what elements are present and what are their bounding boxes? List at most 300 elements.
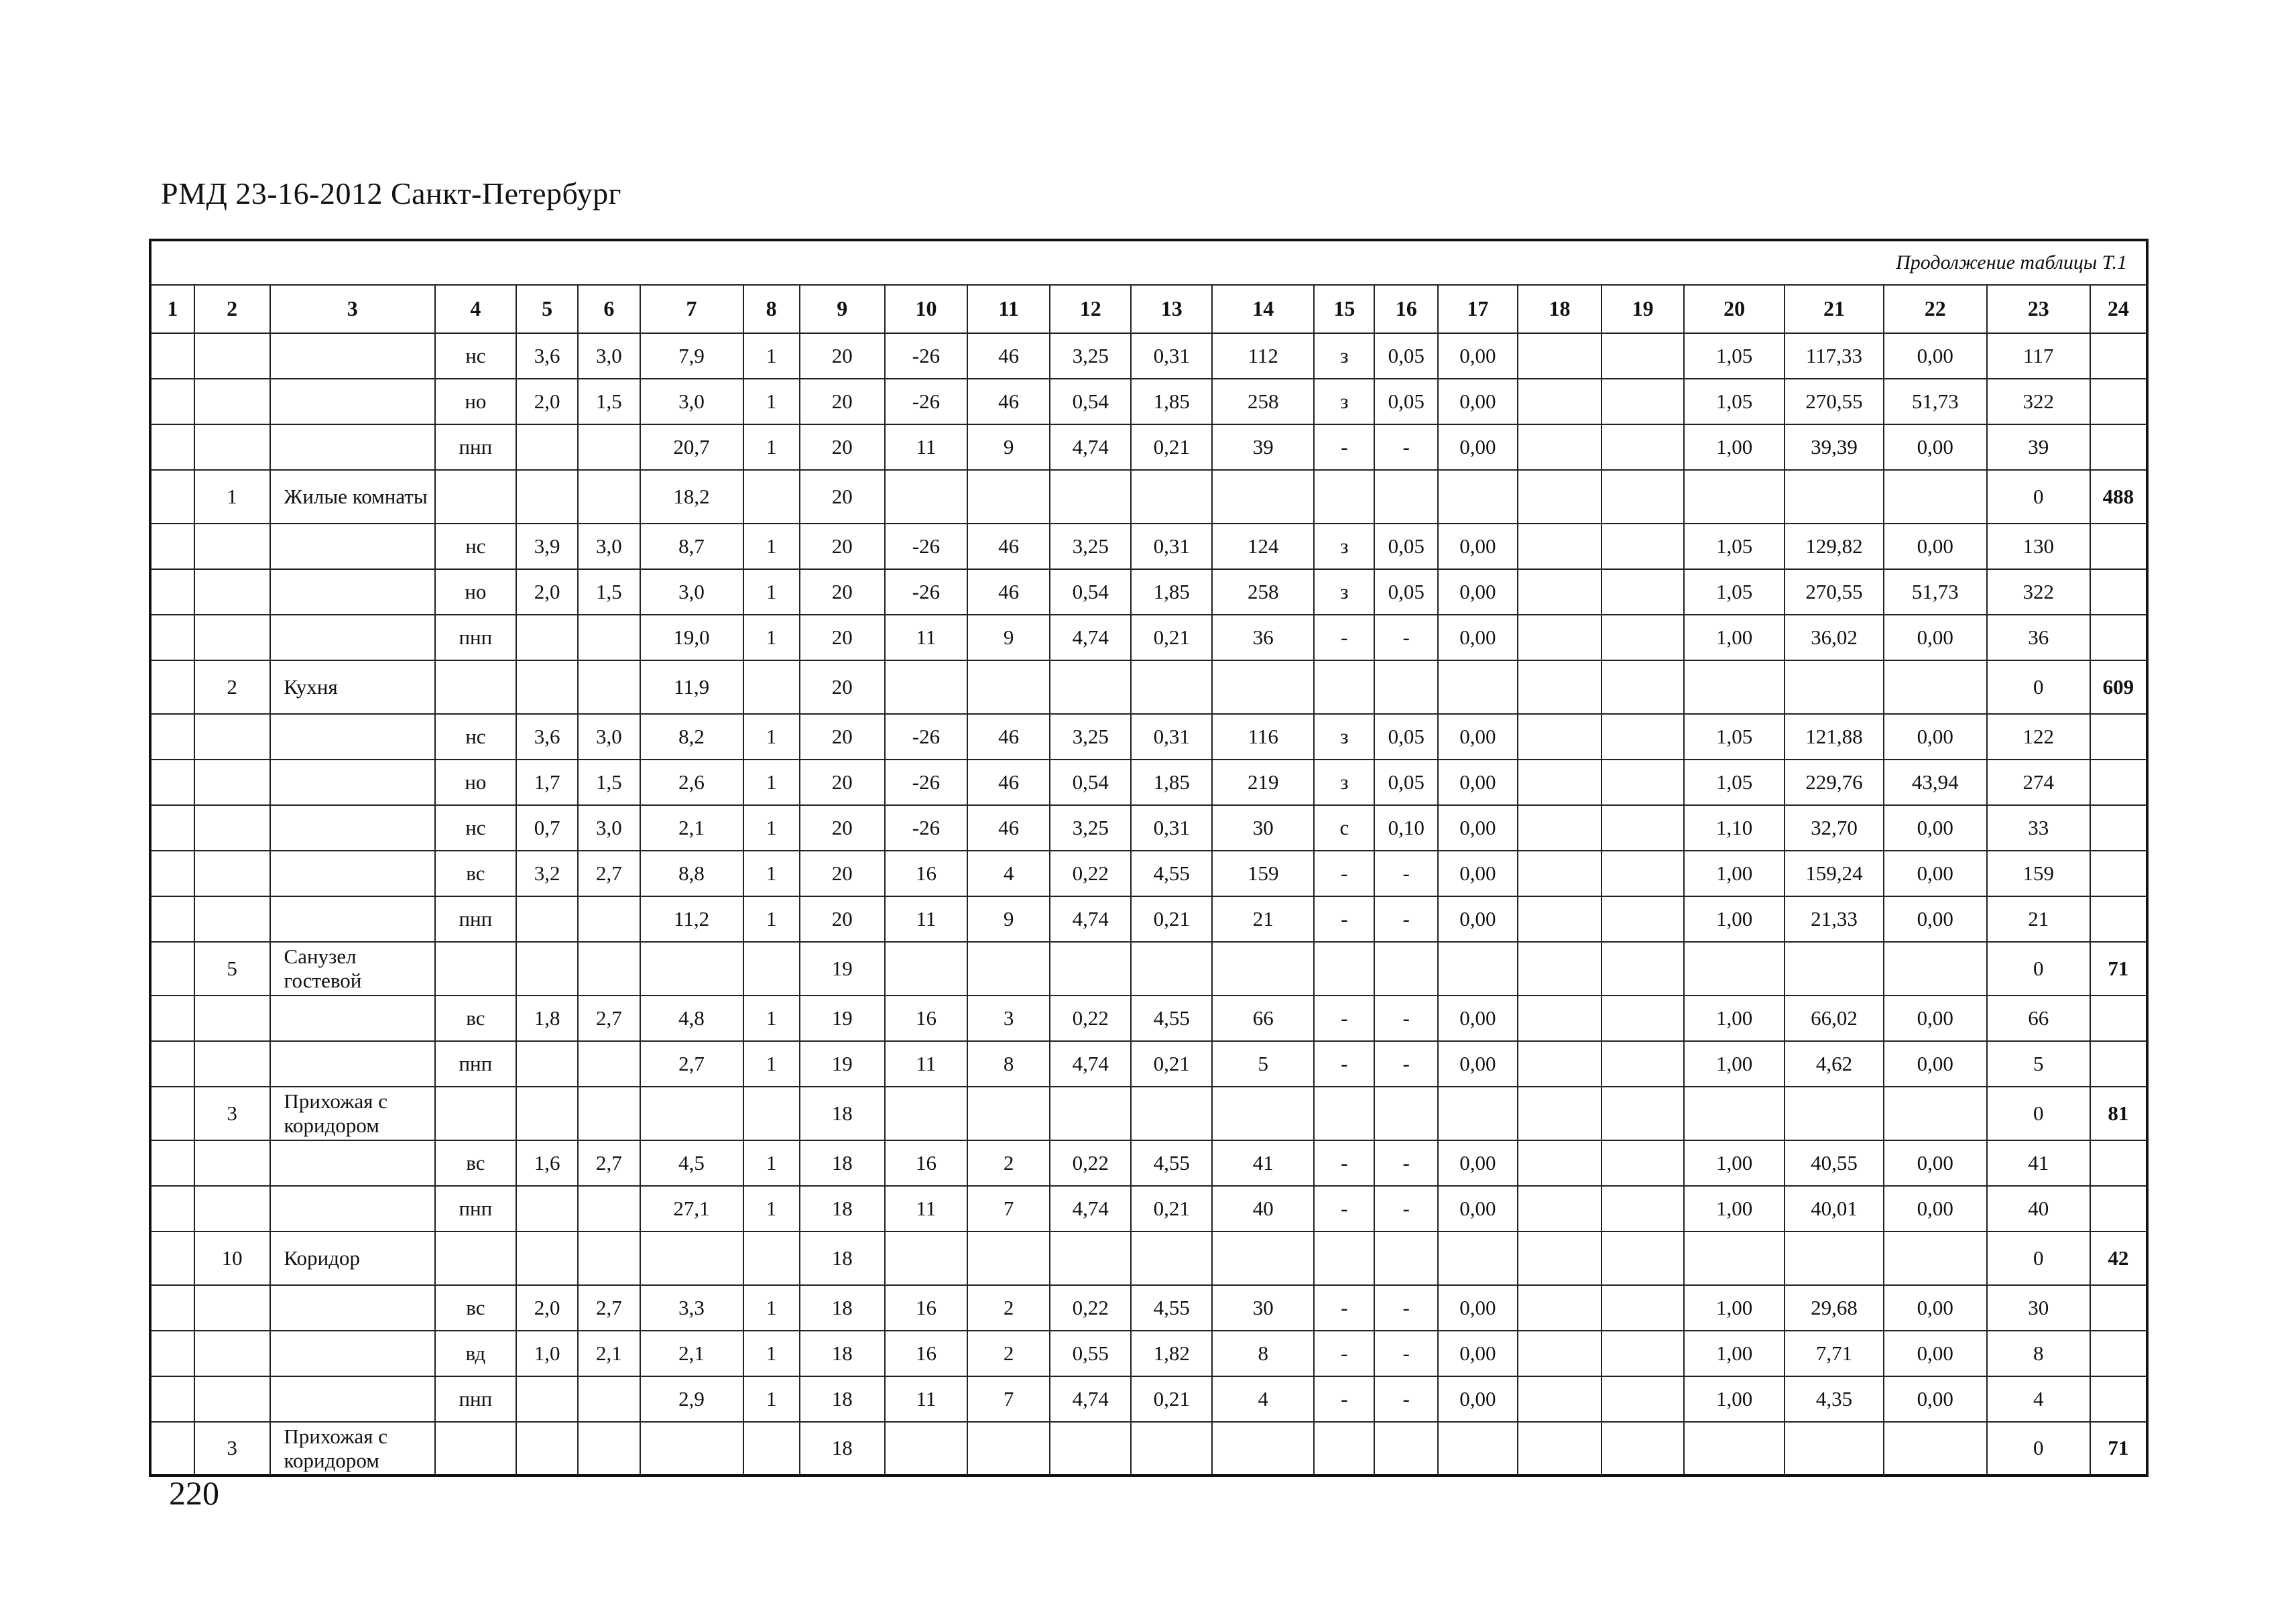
- table-cell: 40,01: [1785, 1186, 1884, 1231]
- table-cell: [2090, 851, 2147, 896]
- table-row: [150, 379, 2147, 424]
- table-row: [150, 851, 2147, 896]
- table-cell: с: [1314, 805, 1374, 851]
- table-cell: 2,0: [516, 569, 578, 615]
- table-cell: [2090, 333, 2147, 379]
- table-cell: 0: [1987, 1087, 2090, 1140]
- table-cell: 0,00: [1438, 1041, 1518, 1087]
- table-cell: [1212, 1422, 1314, 1476]
- room-name-cell: Жилые комнаты: [270, 470, 435, 524]
- table-cell: [1602, 379, 1684, 424]
- table-cell: [1438, 1231, 1518, 1285]
- table-cell: 11: [885, 615, 967, 660]
- table-cell: [194, 1140, 270, 1186]
- table-cell: 1,00: [1684, 1140, 1785, 1186]
- table-cell: [194, 1331, 270, 1376]
- table-cell: [1602, 569, 1684, 615]
- table-cell: 3,6: [516, 714, 578, 760]
- table-cell: 0,21: [1131, 1041, 1212, 1087]
- table-cell: 8,8: [640, 851, 743, 896]
- table-cell: [1374, 1087, 1437, 1140]
- room-name-cell: [270, 615, 435, 660]
- table-cell: -: [1374, 1186, 1437, 1231]
- table-cell: 0,00: [1884, 333, 1987, 379]
- table-row: [150, 996, 2147, 1041]
- table-cell: 0: [1987, 660, 2090, 714]
- table-cell: 1,5: [578, 569, 640, 615]
- table-cell: 0,00: [1438, 760, 1518, 805]
- table-cell: 4: [1212, 1376, 1314, 1422]
- table-cell: [1131, 1231, 1212, 1285]
- table-cell: [1438, 470, 1518, 524]
- column-header-15: 15: [1314, 285, 1374, 333]
- table-cell: 8: [967, 1041, 1050, 1087]
- table-cell: [435, 660, 516, 714]
- table-cell: 1,00: [1684, 896, 1785, 942]
- table-cell: 130: [1987, 524, 2090, 569]
- table-cell: 229,76: [1785, 760, 1884, 805]
- table-cell: [150, 379, 194, 424]
- table-cell: 4,74: [1050, 1376, 1131, 1422]
- table-cell: пнп: [435, 1041, 516, 1087]
- table-cell: [743, 942, 800, 996]
- table-cell: [1684, 660, 1785, 714]
- table-cell: з: [1314, 333, 1374, 379]
- table-cell: -: [1314, 1376, 1374, 1422]
- table-cell: 4,55: [1131, 1140, 1212, 1186]
- table-cell: 117,33: [1785, 333, 1884, 379]
- table-cell: пнп: [435, 615, 516, 660]
- table-cell: [640, 942, 743, 996]
- table-cell: -: [1314, 851, 1374, 896]
- table-cell: [578, 615, 640, 660]
- table-cell: 18: [800, 1331, 885, 1376]
- table-cell: [1131, 1422, 1212, 1476]
- table-cell: [885, 1231, 967, 1285]
- table-cell: 46: [967, 333, 1050, 379]
- table-cell: 0,00: [1438, 615, 1518, 660]
- table-cell: 0,00: [1884, 851, 1987, 896]
- table-cell: нс: [435, 805, 516, 851]
- table-cell: [2090, 1376, 2147, 1422]
- table-cell: -26: [885, 714, 967, 760]
- table-cell: 322: [1987, 379, 2090, 424]
- table-cell: 51,73: [1884, 569, 1987, 615]
- table-cell: [1518, 424, 1602, 470]
- table-cell: [194, 851, 270, 896]
- table-cell: 0,05: [1374, 524, 1437, 569]
- table-cell: 0,00: [1438, 896, 1518, 942]
- table-cell: нс: [435, 333, 516, 379]
- table-body: [150, 333, 2147, 1476]
- table-cell: [1602, 714, 1684, 760]
- table-cell: 66,02: [1785, 996, 1884, 1041]
- table-cell: [1374, 470, 1437, 524]
- table-cell: [435, 470, 516, 524]
- table-cell: 124: [1212, 524, 1314, 569]
- table-cell: [150, 1186, 194, 1231]
- table-cell: вс: [435, 1140, 516, 1186]
- table-cell: [1785, 1087, 1884, 1140]
- table-cell: [1050, 1231, 1131, 1285]
- table-cell: 1,00: [1684, 851, 1785, 896]
- table-cell: 3: [194, 1087, 270, 1140]
- room-name-cell: [270, 1186, 435, 1231]
- table-cell: [150, 333, 194, 379]
- table-cell: [967, 1422, 1050, 1476]
- table-cell: [1131, 470, 1212, 524]
- table-row: [150, 1285, 2147, 1331]
- table-cell: 20: [800, 470, 885, 524]
- room-name-cell: [270, 805, 435, 851]
- table-cell: 18: [800, 1231, 885, 1285]
- table-cell: 0,31: [1131, 333, 1212, 379]
- column-header-10: 10: [885, 285, 967, 333]
- table-cell: 30: [1212, 1285, 1314, 1331]
- table-cell: нс: [435, 524, 516, 569]
- table-cell: 0,00: [1438, 714, 1518, 760]
- table-cell: 0,54: [1050, 760, 1131, 805]
- table-cell: [1131, 1087, 1212, 1140]
- table-cell: [194, 424, 270, 470]
- table-cell: [967, 1231, 1050, 1285]
- room-name-cell: Санузел гостевой: [270, 942, 435, 996]
- table-cell: [194, 760, 270, 805]
- table-cell: 0,00: [1884, 896, 1987, 942]
- table-cell: [743, 470, 800, 524]
- column-header-20: 20: [1684, 285, 1785, 333]
- table-cell: 1: [743, 1186, 800, 1231]
- table-cell: [1314, 942, 1374, 996]
- table-cell: 9: [967, 424, 1050, 470]
- room-name-cell: [270, 851, 435, 896]
- table-cell: -: [1314, 996, 1374, 1041]
- room-name-cell: [270, 1285, 435, 1331]
- table-cell: 0,00: [1884, 1186, 1987, 1231]
- table-row: [150, 1041, 2147, 1087]
- table-cell: 43,94: [1884, 760, 1987, 805]
- table-cell: 2,9: [640, 1376, 743, 1422]
- table-cell: 2,1: [640, 805, 743, 851]
- table-cell: 19: [800, 996, 885, 1041]
- table-cell: 3,0: [578, 524, 640, 569]
- table-cell: 0,00: [1884, 714, 1987, 760]
- column-header-22: 22: [1884, 285, 1987, 333]
- table-row: [150, 1376, 2147, 1422]
- table-cell: [1884, 1422, 1987, 1476]
- table-cell: 1,00: [1684, 1376, 1785, 1422]
- table-cell: 0,31: [1131, 805, 1212, 851]
- table-cell: [1602, 851, 1684, 896]
- table-cell: -26: [885, 524, 967, 569]
- table-cell: [885, 660, 967, 714]
- table-cell: 0,22: [1050, 851, 1131, 896]
- table-cell: -26: [885, 805, 967, 851]
- table-cell: -: [1374, 996, 1437, 1041]
- table-cell: [578, 660, 640, 714]
- table-cell: [1602, 1087, 1684, 1140]
- room-name-cell: [270, 379, 435, 424]
- table-cell: 0,00: [1438, 851, 1518, 896]
- column-header-17: 17: [1438, 285, 1518, 333]
- table-cell: 0,00: [1884, 1140, 1987, 1186]
- room-row: [150, 1087, 2147, 1140]
- table-cell: [516, 896, 578, 942]
- table-cell: [194, 896, 270, 942]
- table-cell: 18: [800, 1087, 885, 1140]
- room-row: [150, 1231, 2147, 1285]
- table-cell: 11: [885, 1186, 967, 1231]
- table-row: [150, 805, 2147, 851]
- table-cell: 1: [743, 1285, 800, 1331]
- table-cell: 46: [967, 569, 1050, 615]
- table-cell: 3,0: [578, 805, 640, 851]
- table-cell: [1602, 1140, 1684, 1186]
- table-cell: 0,00: [1884, 424, 1987, 470]
- table-cell: [1884, 470, 1987, 524]
- table-cell: 1,05: [1684, 333, 1785, 379]
- table-cell: 41: [1987, 1140, 2090, 1186]
- table-cell: 21: [1212, 896, 1314, 942]
- room-name-cell: [270, 1376, 435, 1422]
- table-cell: [1602, 1422, 1684, 1476]
- table-cell: нс: [435, 714, 516, 760]
- table-cell: -: [1314, 1186, 1374, 1231]
- table-cell: 1,0: [516, 1331, 578, 1376]
- table-cell: з: [1314, 569, 1374, 615]
- table-cell: [1602, 1041, 1684, 1087]
- table-cell: 7: [967, 1376, 1050, 1422]
- table-cell: 20: [800, 660, 885, 714]
- room-row: [150, 470, 2147, 524]
- table-cell: 1: [743, 524, 800, 569]
- table-cell: [1884, 1087, 1987, 1140]
- table-cell: 4,74: [1050, 896, 1131, 942]
- table-cell: 274: [1987, 760, 2090, 805]
- table-cell: 1: [743, 1041, 800, 1087]
- table-cell: 0,7: [516, 805, 578, 851]
- table-cell: 1: [194, 470, 270, 524]
- table-cell: 7,71: [1785, 1331, 1884, 1376]
- table-cell: 0,54: [1050, 379, 1131, 424]
- table-cell: 1: [743, 1376, 800, 1422]
- table-cell: [1050, 470, 1131, 524]
- table-cell: [1374, 1422, 1437, 1476]
- table-cell: 66: [1987, 996, 2090, 1041]
- table-cell: 0,00: [1438, 424, 1518, 470]
- table-cell: [1314, 660, 1374, 714]
- table-cell: 322: [1987, 569, 2090, 615]
- table-cell: 20: [800, 760, 885, 805]
- table-cell: 0,00: [1438, 1376, 1518, 1422]
- table-cell: 129,82: [1785, 524, 1884, 569]
- table-cell: 20: [800, 805, 885, 851]
- table-cell: 8,7: [640, 524, 743, 569]
- table-cell: 0,05: [1374, 333, 1437, 379]
- table-cell: [150, 1140, 194, 1186]
- table-cell: 0,00: [1884, 1376, 1987, 1422]
- table-cell: 30: [1987, 1285, 2090, 1331]
- table-cell: 8,2: [640, 714, 743, 760]
- table-row: [150, 569, 2147, 615]
- table-cell: 4: [1987, 1376, 2090, 1422]
- table-cell: но: [435, 569, 516, 615]
- table-cell: 46: [967, 524, 1050, 569]
- table-cell: 20: [800, 615, 885, 660]
- table-cell: [1518, 896, 1602, 942]
- table-cell: [516, 1041, 578, 1087]
- table-cell: 18: [800, 1285, 885, 1331]
- table-cell: 4,55: [1131, 1285, 1212, 1331]
- table-cell: 7: [967, 1186, 1050, 1231]
- table-cell: -: [1314, 424, 1374, 470]
- table-cell: 5: [1987, 1041, 2090, 1087]
- column-header-6: 6: [578, 285, 640, 333]
- table-cell: 2: [967, 1331, 1050, 1376]
- room-total-cell: 42: [2090, 1231, 2147, 1285]
- table-cell: -: [1374, 615, 1437, 660]
- table-cell: [1518, 524, 1602, 569]
- room-total-cell: 71: [2090, 942, 2147, 996]
- table-cell: [1884, 1231, 1987, 1285]
- table-cell: [1518, 1331, 1602, 1376]
- table-cell: 1,85: [1131, 379, 1212, 424]
- table-cell: [435, 1231, 516, 1285]
- table-cell: [1602, 524, 1684, 569]
- column-header-2: 2: [194, 285, 270, 333]
- table-cell: 117: [1987, 333, 2090, 379]
- table-cell: 0,22: [1050, 996, 1131, 1041]
- table-cell: 3,0: [578, 714, 640, 760]
- table-cell: [2090, 996, 2147, 1041]
- table-cell: 159,24: [1785, 851, 1884, 896]
- table-cell: 0,55: [1050, 1331, 1131, 1376]
- table-cell: [194, 996, 270, 1041]
- table-cell: [2090, 1041, 2147, 1087]
- table-cell: 1,85: [1131, 569, 1212, 615]
- table-cell: 20: [800, 424, 885, 470]
- table-cell: 1: [743, 996, 800, 1041]
- table-cell: [1212, 660, 1314, 714]
- table-cell: 122: [1987, 714, 2090, 760]
- page-number: 220: [169, 1474, 219, 1512]
- table-cell: -: [1314, 896, 1374, 942]
- table-cell: 1,7: [516, 760, 578, 805]
- table-cell: вс: [435, 996, 516, 1041]
- table-cell: -: [1374, 896, 1437, 942]
- table-cell: [1602, 424, 1684, 470]
- table-cell: [2090, 896, 2147, 942]
- table-cell: [967, 660, 1050, 714]
- table-cell: [150, 942, 194, 996]
- table-cell: [194, 615, 270, 660]
- table-cell: [1374, 660, 1437, 714]
- table-cell: 1,85: [1131, 760, 1212, 805]
- table-cell: 3: [194, 1422, 270, 1476]
- table-cell: з: [1314, 714, 1374, 760]
- table-cell: -: [1314, 1140, 1374, 1186]
- table-cell: 0,00: [1884, 1331, 1987, 1376]
- table-cell: [435, 942, 516, 996]
- table-row: [150, 1331, 2147, 1376]
- column-header-12: 12: [1050, 285, 1131, 333]
- table-cell: [516, 942, 578, 996]
- table-cell: 1: [743, 379, 800, 424]
- table-cell: 40,55: [1785, 1140, 1884, 1186]
- table-cell: 5: [194, 942, 270, 996]
- table-cell: [516, 1231, 578, 1285]
- table-cell: [2090, 424, 2147, 470]
- table-cell: -: [1374, 1331, 1437, 1376]
- table-cell: 270,55: [1785, 379, 1884, 424]
- table-cell: 18: [800, 1140, 885, 1186]
- table-cell: 29,68: [1785, 1285, 1884, 1331]
- table-cell: 11: [885, 424, 967, 470]
- table-cell: 0,22: [1050, 1285, 1131, 1331]
- table-cell: 0: [1987, 1422, 2090, 1476]
- table-cell: [194, 524, 270, 569]
- table-cell: [1602, 1331, 1684, 1376]
- table-cell: -: [1314, 1331, 1374, 1376]
- column-header-21: 21: [1785, 285, 1884, 333]
- table-cell: -: [1374, 851, 1437, 896]
- column-header-24: 24: [2090, 285, 2147, 333]
- table-cell: 0,31: [1131, 524, 1212, 569]
- table-cell: 36: [1987, 615, 2090, 660]
- table-cell: [1518, 1140, 1602, 1186]
- table-cell: 0,00: [1884, 615, 1987, 660]
- column-header-9: 9: [800, 285, 885, 333]
- table-cell: 40: [1212, 1186, 1314, 1231]
- table-cell: [1684, 942, 1785, 996]
- table-cell: [885, 470, 967, 524]
- table-cell: 0,00: [1438, 524, 1518, 569]
- table-cell: 3,25: [1050, 333, 1131, 379]
- table-cell: но: [435, 760, 516, 805]
- table-cell: [743, 660, 800, 714]
- table-cell: 20: [800, 851, 885, 896]
- table-cell: 2: [967, 1140, 1050, 1186]
- room-total-cell: 488: [2090, 470, 2147, 524]
- table-cell: [1050, 942, 1131, 996]
- table-cell: [194, 379, 270, 424]
- table-cell: 0,00: [1884, 1285, 1987, 1331]
- table-cell: 33: [1987, 805, 2090, 851]
- table-cell: 16: [885, 851, 967, 896]
- table-cell: [1884, 660, 1987, 714]
- table-cell: [1438, 660, 1518, 714]
- table-cell: 16: [885, 996, 967, 1041]
- table-cell: [194, 714, 270, 760]
- table-cell: [743, 1422, 800, 1476]
- table-cell: [2090, 1285, 2147, 1331]
- room-total-cell: 71: [2090, 1422, 2147, 1476]
- table-cell: [2090, 1140, 2147, 1186]
- room-name-cell: [270, 333, 435, 379]
- table-cell: [1518, 805, 1602, 851]
- table-cell: [150, 1422, 194, 1476]
- table-cell: -26: [885, 569, 967, 615]
- table-cell: 116: [1212, 714, 1314, 760]
- table-cell: [578, 1087, 640, 1140]
- document-header: РМД 23-16-2012 Санкт-Петербург: [161, 176, 622, 211]
- table-cell: 8: [1987, 1331, 2090, 1376]
- table-cell: [967, 470, 1050, 524]
- table-cell: 46: [967, 760, 1050, 805]
- table-cell: [194, 569, 270, 615]
- table-cell: [1518, 333, 1602, 379]
- table-cell: 39: [1987, 424, 2090, 470]
